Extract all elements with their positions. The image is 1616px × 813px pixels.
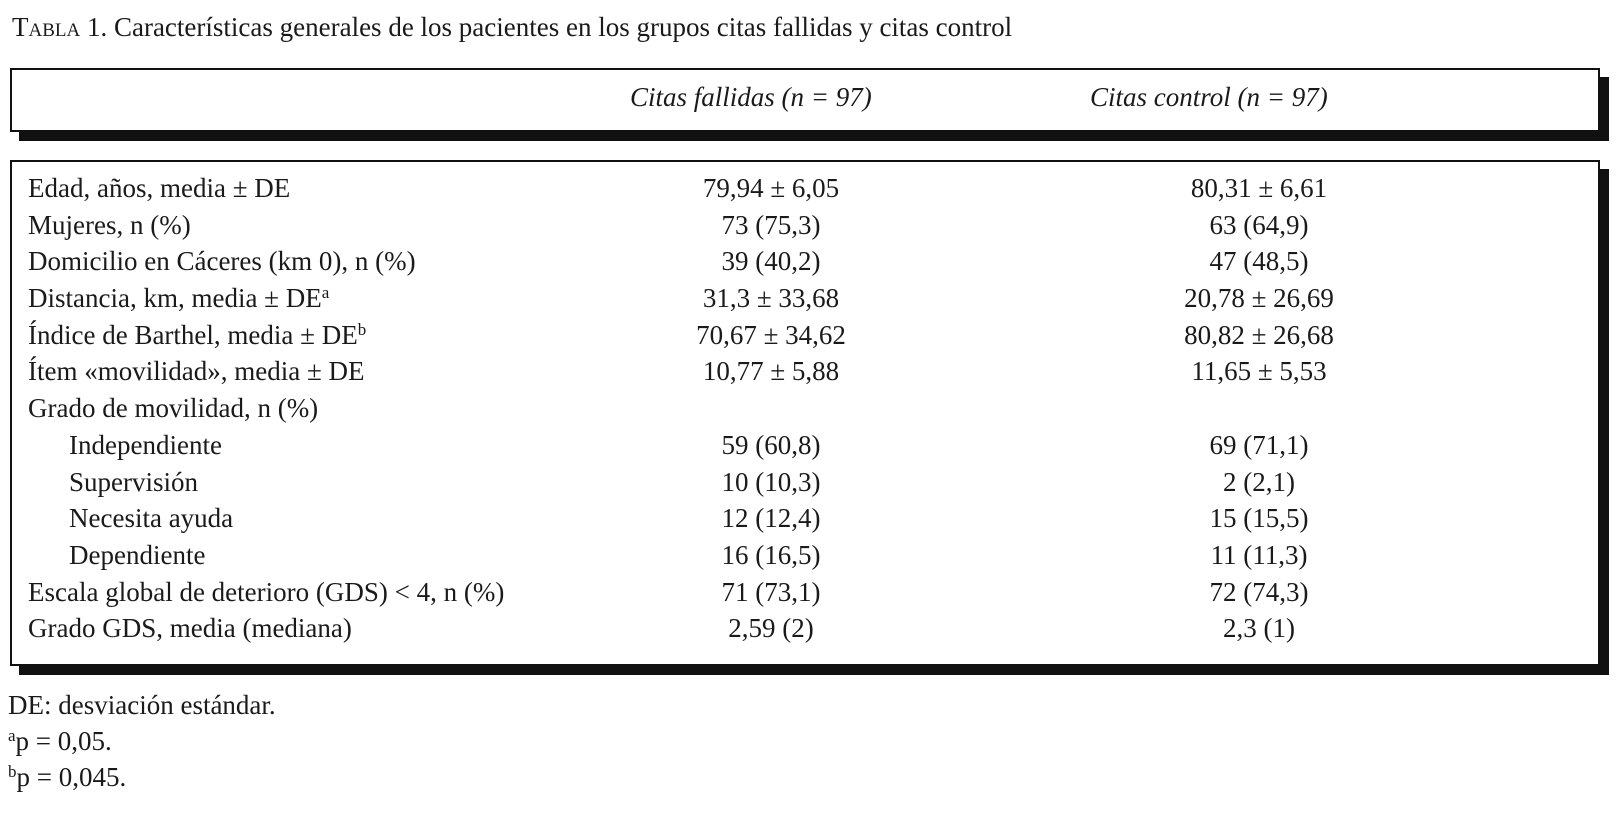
cell-citas-fallidas: 16 (16,5) — [721, 539, 821, 570]
cell-citas-fallidas: 71 (73,1) — [721, 576, 821, 607]
cell-citas-control: 15 (15,5) — [1209, 503, 1309, 534]
row-label-text: Índice de Barthel, media ± DE — [28, 319, 358, 350]
row-label — [28, 610, 352, 647]
footnote-a-text: p = 0,05. — [15, 726, 112, 756]
footnote-a-mark: a — [8, 726, 16, 745]
row-label-text: Domicilio en Cáceres (km 0), n (%) — [28, 246, 416, 277]
footnote-b-mark: b — [8, 762, 17, 781]
row-label — [28, 390, 318, 427]
table-row — [12, 353, 1598, 390]
column-header-citas-control: Citas control (n = 97) — [1090, 82, 1328, 112]
cell-citas-fallidas: 70,67 ± 34,62 — [696, 319, 846, 350]
table-row — [12, 170, 1598, 207]
cell-citas-control: 69 (71,1) — [1209, 429, 1309, 460]
row-label-text: Distancia, km, media ± DE — [28, 283, 322, 314]
row-label — [28, 353, 365, 390]
cell-citas-control: 80,31 ± 6,61 — [1190, 173, 1328, 203]
cell-citas-control: 2,3 (1) — [1223, 613, 1295, 644]
cell-citas-fallidas: 59 (60,8) — [721, 429, 821, 460]
cell-citas-fallidas: 10,77 ± 5,88 — [702, 356, 840, 387]
row-label-text: Grado de movilidad, n (%) — [28, 393, 319, 424]
cell-citas-control: 11 (11,3) — [1210, 539, 1308, 570]
table-row — [12, 243, 1598, 280]
cell-citas-fallidas: 73 (75,3) — [721, 209, 821, 240]
table-rows — [12, 170, 1598, 647]
row-footnote-mark: b — [357, 319, 367, 339]
table-row — [12, 207, 1598, 244]
row-label — [69, 500, 233, 537]
cell-citas-fallidas: 12 (12,4) — [721, 503, 821, 534]
cell-citas-control: 2 (2,1) — [1223, 466, 1295, 497]
row-label — [69, 427, 222, 464]
footnote-de: DE: desviación estándar. — [8, 690, 276, 720]
table-row — [12, 280, 1598, 317]
row-label-text: Mujeres, n (%) — [28, 209, 191, 240]
cell-citas-fallidas: 79,94 ± 6,05 — [702, 173, 840, 203]
table-header-box — [10, 68, 1600, 132]
cell-citas-fallidas: 10 (10,3) — [721, 466, 821, 497]
column-header-citas-fallidas: Citas fallidas (n = 97) — [630, 82, 872, 112]
table-row — [12, 427, 1598, 464]
cell-citas-fallidas: 31,3 ± 33,68 — [702, 283, 840, 314]
table-caption — [12, 12, 1012, 43]
cell-citas-control: 63 (64,9) — [1209, 209, 1309, 240]
cell-citas-control: 20,78 ± 26,69 — [1184, 283, 1334, 314]
row-label-text: Edad, años, media ± DE — [28, 173, 291, 203]
table-row — [12, 610, 1598, 647]
table-row — [12, 317, 1598, 354]
cell-citas-fallidas: 2,59 (2) — [728, 613, 814, 644]
row-label-text: Ítem «movilidad», media ± DE — [28, 356, 365, 387]
row-label — [28, 574, 504, 611]
table-row — [12, 464, 1598, 501]
table-row — [12, 537, 1598, 574]
row-label — [28, 207, 191, 244]
row-label-text: Dependiente — [69, 539, 206, 570]
cell-citas-control: 47 (48,5) — [1209, 246, 1309, 277]
table-row — [12, 500, 1598, 537]
row-label — [28, 280, 329, 317]
cell-citas-control: 11,65 ± 5,53 — [1191, 356, 1327, 387]
table-body-box — [10, 160, 1600, 666]
row-footnote-mark: a — [321, 283, 330, 303]
row-label-text: Independiente — [69, 429, 222, 460]
row-label — [28, 170, 290, 207]
row-label — [28, 243, 416, 280]
cell-citas-control: 72 (74,3) — [1209, 576, 1309, 607]
row-label-text: Grado GDS, media (mediana) — [28, 613, 352, 644]
row-label-text: Necesita ayuda — [69, 503, 234, 534]
cell-citas-control: 80,82 ± 26,68 — [1184, 319, 1334, 350]
row-label-text: Escala global de deterioro (GDS) < 4, n (%) — [28, 576, 505, 607]
row-label-text: Supervisión — [69, 466, 199, 497]
table-row — [12, 390, 1598, 427]
table-caption-text: Características generales de los pacientes en los grupos citas fallidas y citas control — [113, 12, 1013, 42]
row-label — [28, 317, 366, 354]
footnote-b — [8, 762, 126, 793]
table-row — [12, 574, 1598, 611]
row-label — [69, 464, 198, 501]
cell-citas-fallidas: 39 (40,2) — [721, 246, 821, 277]
table-caption-label: Tabla 1. — [12, 12, 108, 42]
footnote-a — [8, 726, 112, 757]
footnote-b-text: p = 0,045. — [16, 762, 127, 792]
row-label — [69, 537, 205, 574]
